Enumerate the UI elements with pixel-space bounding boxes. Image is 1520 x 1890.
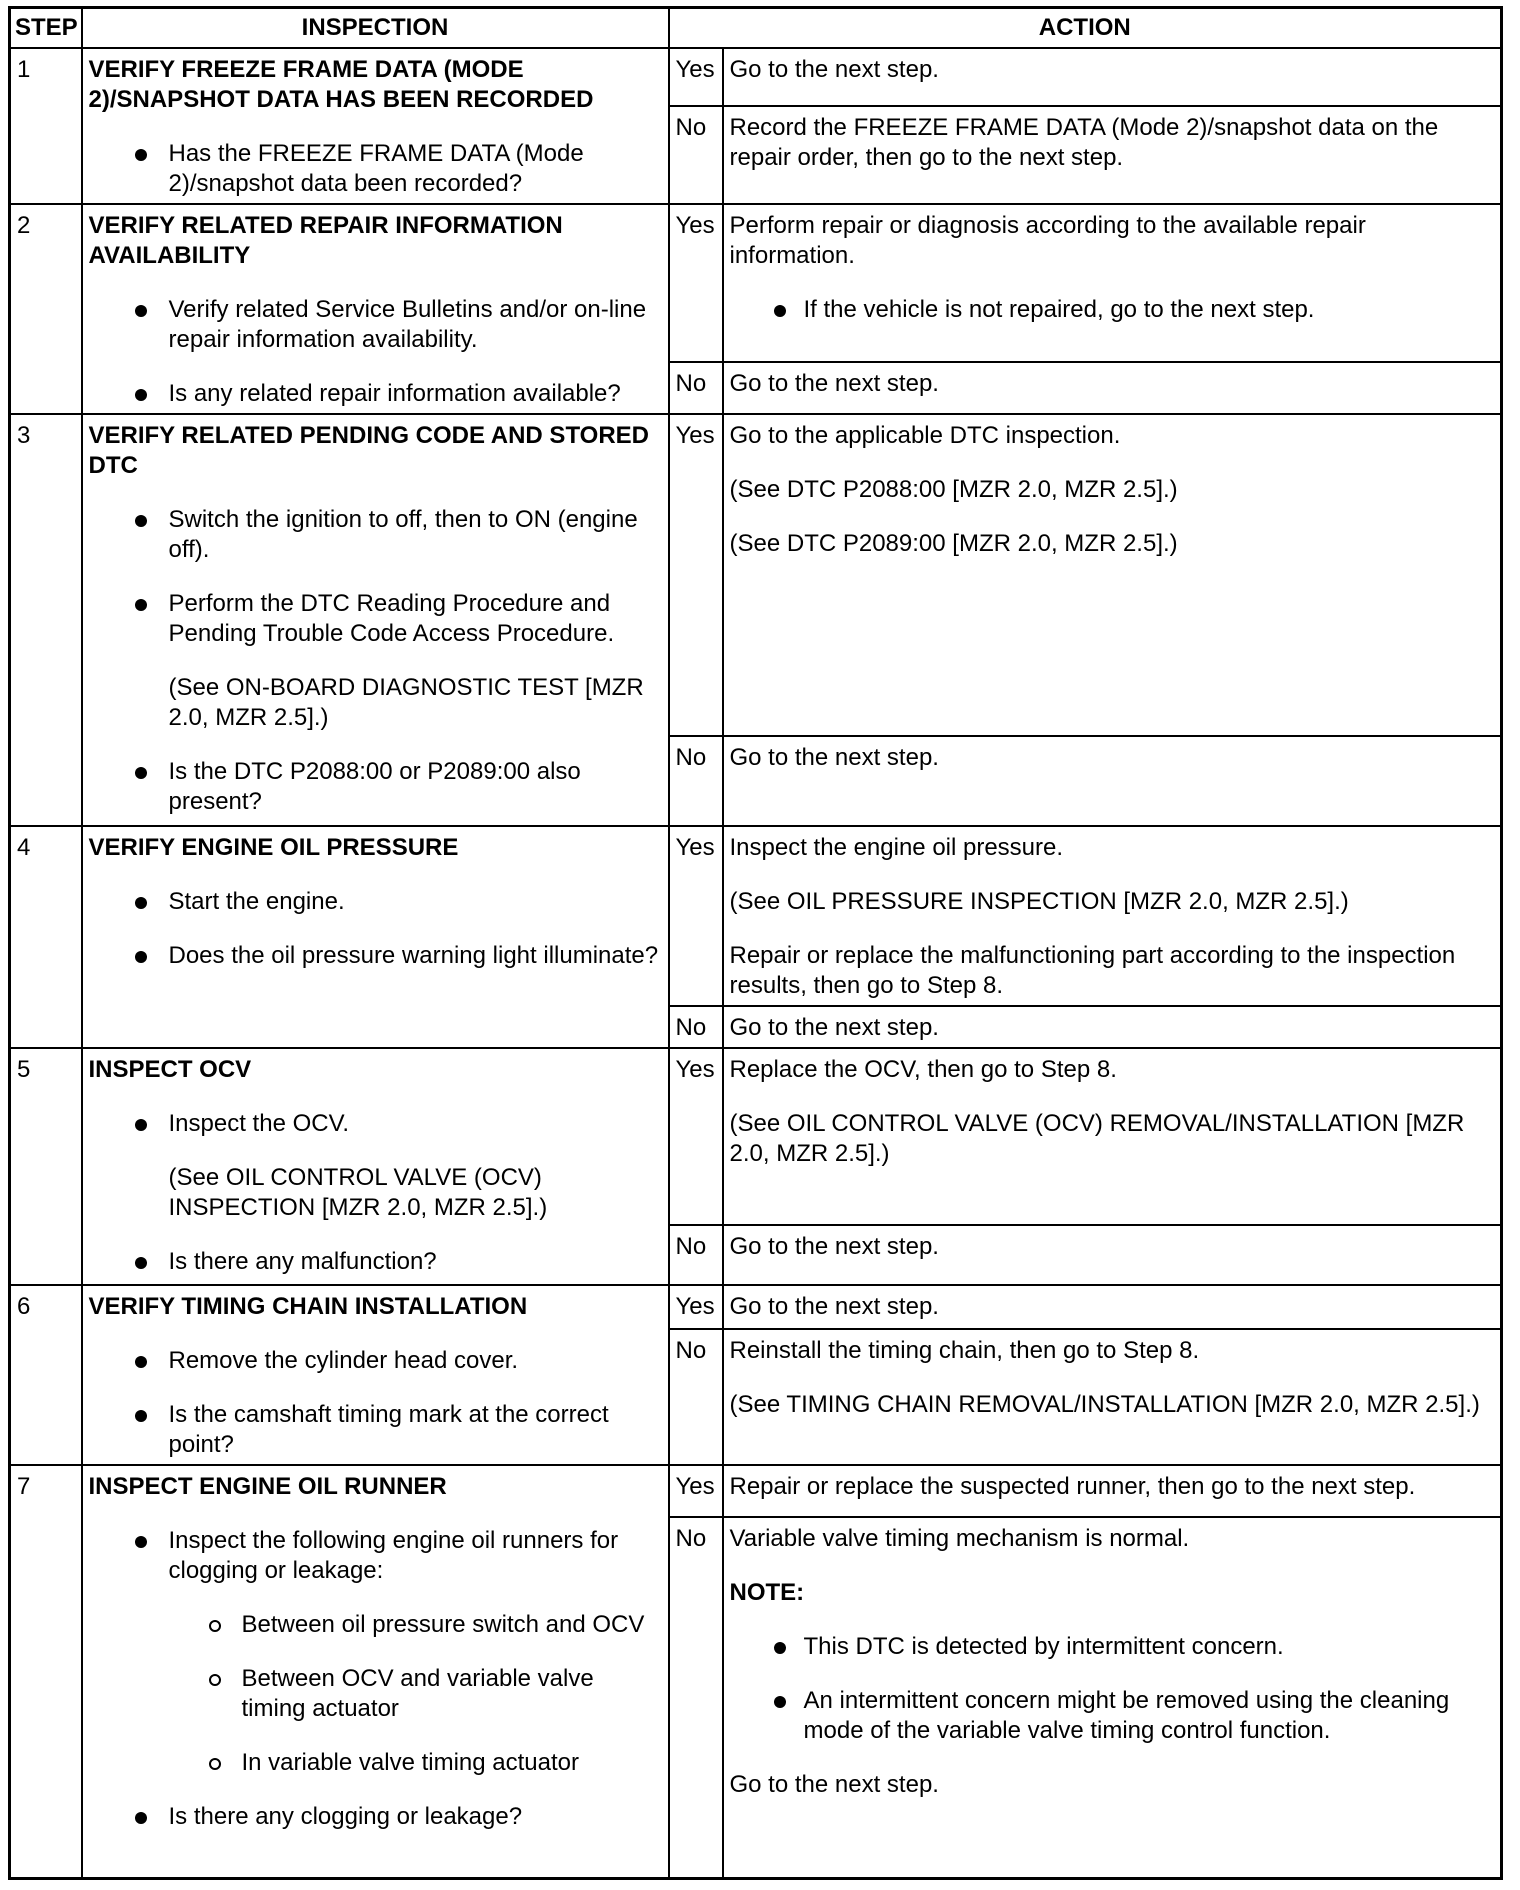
no-action xyxy=(723,1006,1502,1048)
inspection-question: Is the DTC P2088:00 or P2089:00 also present? xyxy=(89,757,663,817)
diagnostic-table xyxy=(8,6,1503,1880)
action-text: Replace the OCV, then go to Step 8. xyxy=(729,1055,1117,1083)
step-number: 5 xyxy=(10,1048,82,1285)
action-text: Reinstall the timing chain, then go to Step 8. xyxy=(729,1336,1200,1364)
yes-action xyxy=(723,826,1502,1006)
inspection-cell xyxy=(82,1048,669,1285)
note-bullet: This DTC is detected by intermittent concern. xyxy=(730,1632,1496,1662)
inspection-bullet: Is any related repair information available? xyxy=(89,379,663,409)
inspection-cell xyxy=(82,48,669,204)
action-text: Go to the next step. xyxy=(729,55,939,83)
action-text: Record the FREEZE FRAME DATA (Mode 2)/snapshot data on the repair order, then go to the next step. xyxy=(729,113,1439,171)
inspection-cell xyxy=(82,1465,669,1879)
inspection-bullet: Inspect the following engine oil runners for clogging or leakage: xyxy=(89,1526,663,1586)
header-row xyxy=(10,8,1502,48)
action-text: Go to the next step. xyxy=(729,1232,939,1260)
inspection-subitem: In variable valve timing actuator xyxy=(89,1748,663,1778)
inspection-cell xyxy=(82,826,669,1048)
action-reference: (See DTC P2089:00 [MZR 2.0, MZR 2.5].) xyxy=(729,529,1178,557)
note-label: NOTE: xyxy=(729,1578,805,1606)
inspection-subitem: Between oil pressure switch and OCV xyxy=(89,1610,663,1640)
yes-action xyxy=(723,1048,1502,1225)
inspection-cell xyxy=(82,1285,669,1465)
header-action: ACTION xyxy=(669,8,1502,48)
no-label: No xyxy=(669,736,723,826)
table-row xyxy=(10,1285,1502,1329)
step-title: VERIFY TIMING CHAIN INSTALLATION xyxy=(88,1292,528,1320)
action-reference: (See OIL PRESSURE INSPECTION [MZR 2.0, MZR 2.5].) xyxy=(729,887,1349,915)
step-title: VERIFY ENGINE OIL PRESSURE xyxy=(88,833,459,861)
step-title: VERIFY RELATED REPAIR INFORMATION AVAILABILITY xyxy=(88,211,563,269)
yes-label: Yes xyxy=(669,204,723,362)
table-row xyxy=(10,1465,1502,1517)
action-text: Repair or replace the malfunctioning part according to the inspection results, then go to Step 8. xyxy=(729,941,1456,999)
no-action xyxy=(723,1225,1502,1285)
inspection-bullet: Perform the DTC Reading Procedure and Pending Trouble Code Access Procedure. xyxy=(89,589,663,649)
action-text: Go to the next step. xyxy=(729,369,939,397)
yes-action xyxy=(723,414,1502,736)
inspection-bullet: Does the oil pressure warning light illuminate? xyxy=(89,941,663,971)
no-label: No xyxy=(669,1006,723,1048)
inspection-reference: (See ON-BOARD DIAGNOSTIC TEST [MZR 2.0, MZR 2.5].) xyxy=(168,673,644,731)
no-label: No xyxy=(669,1225,723,1285)
no-label: No xyxy=(669,106,723,204)
inspection-bullet: Is the camshaft timing mark at the correct point? xyxy=(89,1400,663,1460)
step-title: INSPECT OCV xyxy=(88,1055,252,1083)
step-number: 7 xyxy=(10,1465,82,1879)
action-reference: (See DTC P2088:00 [MZR 2.0, MZR 2.5].) xyxy=(729,475,1178,503)
step-title: VERIFY RELATED PENDING CODE AND STORED DTC xyxy=(88,421,650,479)
action-bullet: If the vehicle is not repaired, go to the next step. xyxy=(730,295,1496,325)
inspection-question: Is there any clogging or leakage? xyxy=(89,1802,663,1832)
step-title: INSPECT ENGINE OIL RUNNER xyxy=(88,1472,447,1500)
step-number: 4 xyxy=(10,826,82,1048)
action-reference: (See OIL CONTROL VALVE (OCV) REMOVAL/INSTALLATION [MZR 2.0, MZR 2.5].) xyxy=(729,1109,1465,1167)
action-reference: (See TIMING CHAIN REMOVAL/INSTALLATION [MZR 2.0, MZR 2.5].) xyxy=(729,1390,1480,1418)
yes-label: Yes xyxy=(669,414,723,736)
no-action xyxy=(723,362,1502,414)
action-text: Go to the applicable DTC inspection. xyxy=(729,421,1121,449)
step-number: 2 xyxy=(10,204,82,414)
no-action xyxy=(723,736,1502,826)
table-row xyxy=(10,48,1502,106)
step-number: 1 xyxy=(10,48,82,204)
yes-action xyxy=(723,1465,1502,1517)
yes-action xyxy=(723,1285,1502,1329)
yes-label: Yes xyxy=(669,48,723,106)
no-action xyxy=(723,106,1502,204)
no-label: No xyxy=(669,362,723,414)
inspection-bullet: Switch the ignition to off, then to ON (engine off). xyxy=(89,505,663,565)
action-text: Variable valve timing mechanism is normal. xyxy=(729,1524,1190,1552)
table-row xyxy=(10,204,1502,362)
inspection-question: Is there any malfunction? xyxy=(89,1247,663,1277)
table-row xyxy=(10,826,1502,1006)
inspection-bullet: Inspect the OCV. xyxy=(89,1109,663,1139)
step-number: 6 xyxy=(10,1285,82,1465)
no-action xyxy=(723,1329,1502,1465)
action-text: Go to the next step. xyxy=(729,1292,939,1320)
inspection-subitem: Between OCV and variable valve timing actuator xyxy=(89,1664,663,1724)
diagnostic-procedure-sheet xyxy=(8,6,1500,1880)
no-action xyxy=(723,1517,1502,1879)
inspection-cell xyxy=(82,204,669,414)
table-row xyxy=(10,1048,1502,1225)
no-label: No xyxy=(669,1517,723,1879)
step-title: VERIFY FREEZE FRAME DATA (MODE 2)/SNAPSHOT DATA HAS BEEN RECORDED xyxy=(88,55,594,113)
header-inspection: INSPECTION xyxy=(82,8,669,48)
action-text: Go to the next step. xyxy=(729,743,939,771)
inspection-cell xyxy=(82,414,669,826)
yes-label: Yes xyxy=(669,1048,723,1225)
inspection-bullet: Verify related Service Bulletins and/or on-line repair information availability. xyxy=(89,295,663,355)
action-text: Repair or replace the suspected runner, then go to the next step. xyxy=(729,1472,1416,1500)
yes-label: Yes xyxy=(669,826,723,1006)
action-text: Go to the next step. xyxy=(729,1013,939,1041)
note-bullet: An intermittent concern might be removed using the cleaning mode of the variable valve timing control function. xyxy=(730,1686,1496,1746)
inspection-reference: (See OIL CONTROL VALVE (OCV) INSPECTION [MZR 2.0, MZR 2.5].) xyxy=(168,1163,548,1221)
action-text: Go to the next step. xyxy=(729,1770,939,1798)
step-number: 3 xyxy=(10,414,82,826)
action-text: Inspect the engine oil pressure. xyxy=(729,833,1064,861)
inspection-bullet: Remove the cylinder head cover. xyxy=(89,1346,663,1376)
action-text: Perform repair or diagnosis according to the available repair information. xyxy=(729,211,1366,269)
no-label: No xyxy=(669,1329,723,1465)
inspection-bullet: Start the engine. xyxy=(89,887,663,917)
yes-action xyxy=(723,48,1502,106)
yes-label: Yes xyxy=(669,1465,723,1517)
table-row xyxy=(10,414,1502,736)
yes-label: Yes xyxy=(669,1285,723,1329)
yes-action xyxy=(723,204,1502,362)
inspection-bullet: Has the FREEZE FRAME DATA (Mode 2)/snapshot data been recorded? xyxy=(89,139,663,199)
header-step: STEP xyxy=(10,8,82,48)
